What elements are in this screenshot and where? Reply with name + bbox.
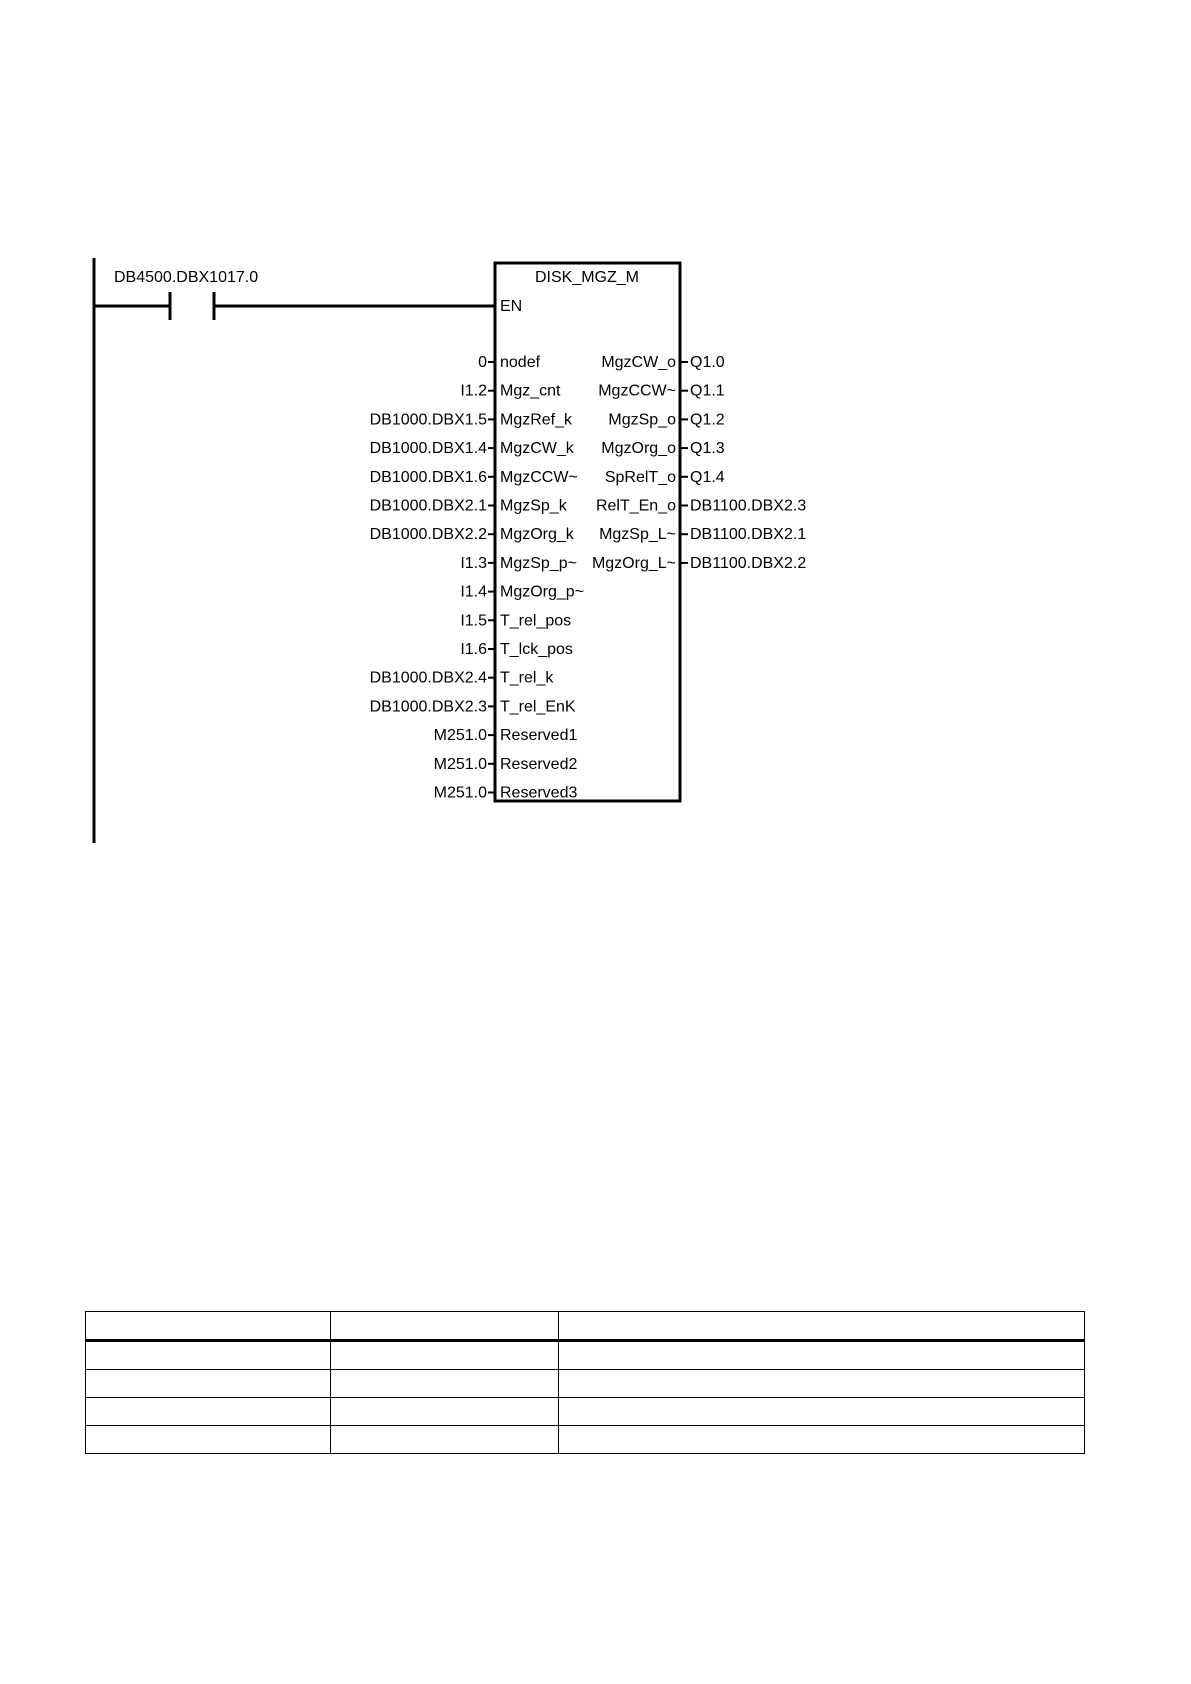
input-pin-label: T_rel_k bbox=[500, 669, 554, 687]
input-operand: DB1000.DBX1.4 bbox=[369, 440, 487, 458]
input-pins bbox=[370, 354, 584, 802]
output-operand: Q1.0 bbox=[690, 354, 725, 371]
input-pin-label: MgzSp_p~ bbox=[500, 554, 577, 572]
table-cell bbox=[86, 1370, 331, 1398]
table-cell bbox=[331, 1426, 559, 1454]
table-header-cell bbox=[86, 1312, 331, 1341]
output-pins bbox=[592, 354, 806, 572]
input-pin-label: T_rel_EnK bbox=[500, 698, 576, 716]
input-pin-label: MgzOrg_k bbox=[500, 526, 574, 544]
input-operand: DB1000.DBX1.5 bbox=[369, 411, 487, 429]
output-operand: DB1100.DBX2.1 bbox=[690, 526, 807, 544]
output-pin-label: MgzCCW~ bbox=[598, 382, 676, 400]
table-header-row bbox=[86, 1312, 1085, 1341]
table-cell bbox=[331, 1370, 559, 1398]
enable-pin-label: EN bbox=[500, 298, 523, 315]
input-operand: I1.4 bbox=[460, 583, 487, 601]
output-operand: Q1.3 bbox=[690, 440, 725, 458]
output-pin-label: MgzOrg_o bbox=[601, 440, 676, 458]
input-pin-label: Reserved2 bbox=[500, 755, 578, 773]
output-operand: Q1.4 bbox=[690, 468, 725, 486]
function-block-name: DISK_MGZ_M bbox=[534, 269, 640, 286]
input-pin-label: T_rel_pos bbox=[500, 612, 572, 630]
input-operand: M251.0 bbox=[433, 727, 487, 745]
table-cell bbox=[559, 1341, 1085, 1370]
input-pin-label: MgzCCW~ bbox=[500, 468, 578, 486]
output-pin-label: MgzSp_o bbox=[608, 411, 676, 429]
input-pin-label: MgzRef_k bbox=[500, 411, 573, 429]
input-pin-label: T_lck_pos bbox=[500, 641, 573, 658]
input-operand: M251.0 bbox=[433, 755, 487, 773]
table-row bbox=[86, 1426, 1085, 1454]
input-pin-label: MgzCW_k bbox=[500, 440, 574, 458]
table-cell bbox=[559, 1370, 1085, 1398]
input-operand: DB1000.DBX2.2 bbox=[369, 526, 487, 544]
input-operand: M251.0 bbox=[433, 784, 487, 802]
input-operand: DB1000.DBX2.3 bbox=[369, 698, 487, 716]
table-cell bbox=[86, 1341, 331, 1370]
input-pin-label: MgzOrg_p~ bbox=[500, 583, 585, 601]
input-pin-label: nodef bbox=[500, 354, 541, 371]
output-pin-label: RelT_En_o bbox=[595, 497, 676, 515]
input-operand: DB1000.DBX2.4 bbox=[369, 669, 487, 687]
input-operand: I1.3 bbox=[460, 554, 487, 572]
table-row bbox=[86, 1341, 1085, 1370]
output-pin-label: MgzOrg_L~ bbox=[591, 554, 676, 572]
table-cell bbox=[331, 1398, 559, 1426]
input-pin-label: Mgz_cnt bbox=[500, 382, 561, 400]
input-pin-label: Reserved1 bbox=[500, 727, 578, 745]
table-cell bbox=[86, 1426, 331, 1454]
empty-table bbox=[85, 1311, 1085, 1454]
input-operand: 0 bbox=[478, 354, 487, 371]
input-operand: I1.5 bbox=[460, 612, 487, 630]
output-operand: DB1100.DBX2.3 bbox=[690, 497, 807, 515]
input-pin-label: MgzSp_k bbox=[500, 497, 567, 515]
input-pin-label: Reserved3 bbox=[500, 784, 578, 802]
input-operand: DB1000.DBX1.6 bbox=[369, 468, 487, 486]
output-operand: Q1.1 bbox=[690, 382, 725, 400]
output-pin-label: SpRelT_o bbox=[604, 468, 676, 486]
table-cell bbox=[86, 1398, 331, 1426]
output-pin-label: MgzCW_o bbox=[601, 354, 676, 371]
output-operand: Q1.2 bbox=[690, 411, 725, 429]
contact-address: DB4500.DBX1017.0 bbox=[114, 269, 259, 286]
table-cell bbox=[559, 1426, 1085, 1454]
table-header-cell bbox=[559, 1312, 1085, 1341]
table-cell bbox=[331, 1341, 559, 1370]
table-row bbox=[86, 1370, 1085, 1398]
output-operand: DB1100.DBX2.2 bbox=[690, 554, 807, 572]
table-row bbox=[86, 1398, 1085, 1426]
input-operand: DB1000.DBX2.1 bbox=[369, 497, 487, 515]
table-header-cell bbox=[331, 1312, 559, 1341]
table-cell bbox=[559, 1398, 1085, 1426]
output-pin-label: MgzSp_L~ bbox=[599, 526, 676, 544]
input-operand: I1.6 bbox=[460, 641, 487, 658]
input-operand: I1.2 bbox=[460, 382, 487, 400]
